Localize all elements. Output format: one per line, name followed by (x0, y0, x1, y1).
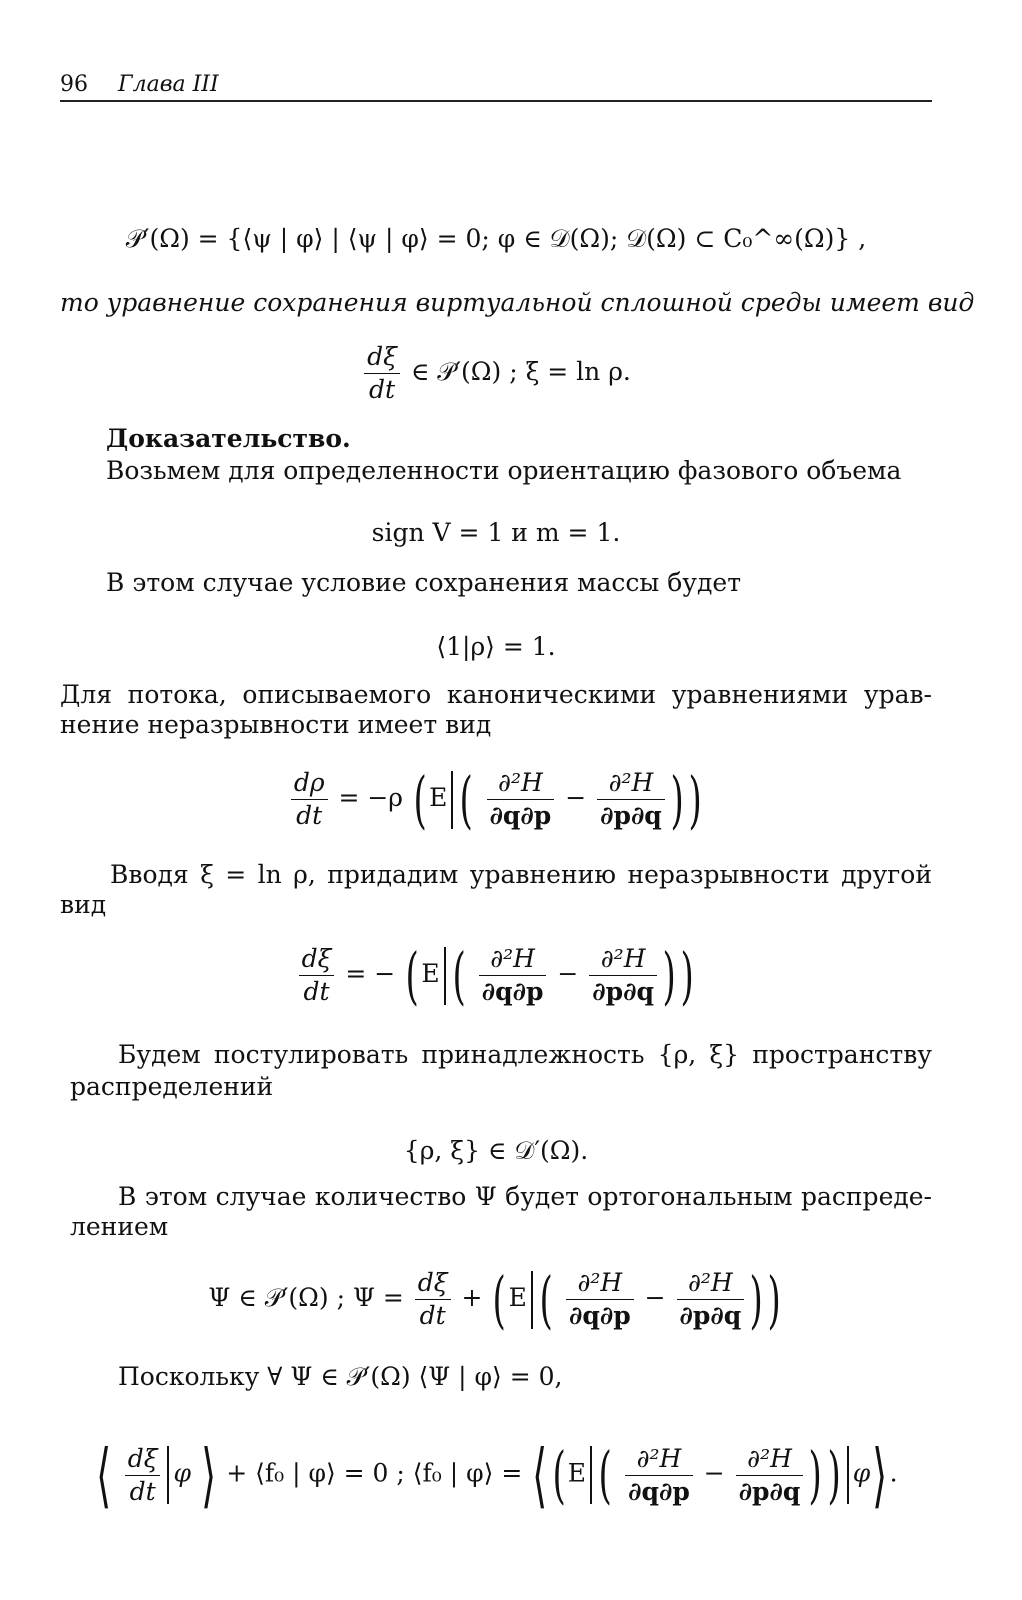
minus-sign: − (557, 959, 579, 988)
right-paren: ) (680, 938, 694, 1012)
symbol-e: E (429, 783, 448, 812)
left-paren-inner: ( (598, 1438, 612, 1511)
fraction-drho-dt (291, 768, 328, 831)
denominator: ∂q∂p (481, 977, 544, 1006)
left-paren: ( (492, 1262, 507, 1336)
chapter-title: Глава III (118, 72, 219, 97)
numerator: ∂²H (677, 1268, 745, 1300)
denominator: dt (419, 1301, 446, 1330)
left-paren: ( (405, 938, 419, 1012)
left-paren-inner: ( (539, 1262, 553, 1336)
right-angle-outer: ⟩ (872, 1434, 888, 1516)
paragraph-psi-line-2: лением (70, 1212, 169, 1241)
denominator: ∂q∂p (628, 1476, 690, 1506)
numerator: dξ (299, 944, 335, 976)
left-paren: ( (551, 1438, 566, 1511)
left-angle-outer: ⟨ (532, 1434, 548, 1516)
paragraph-orientation: Возьмем для определенности ориентацию фазового объема (106, 456, 902, 485)
fraction-dxi-dt (299, 944, 335, 1007)
fraction-d2h-dqdp (487, 768, 555, 831)
fraction-d2h-dpdq (677, 1268, 745, 1331)
right-paren: ) (688, 762, 702, 836)
right-paren-inner: ) (662, 938, 676, 1012)
bar (847, 1446, 849, 1504)
bar (444, 947, 446, 1005)
formula-rho-xi-distribution: {ρ, ξ} ∈ 𝒟′(Ω). (403, 1136, 589, 1165)
formula-mid: + ⟨f₀ | φ⟩ = 0 ; ⟨f₀ | φ⟩ = (226, 1458, 523, 1488)
denominator: ∂p∂q (738, 1476, 801, 1506)
paragraph-mass-condition: В этом случае условие сохранения массы будет (106, 568, 742, 597)
period: . (889, 1458, 898, 1488)
numerator: ∂²H (736, 1444, 804, 1476)
fraction-dxi-dt (125, 1444, 161, 1507)
minus-sign: − (644, 1283, 666, 1312)
denominator: ∂p∂q (592, 977, 654, 1006)
page-header (60, 66, 932, 100)
numerator: ∂²H (589, 944, 657, 976)
denominator: dt (129, 1476, 156, 1506)
denominator: ∂q∂p (489, 801, 552, 830)
denominator: ∂p∂q (679, 1301, 742, 1330)
page-number: 96 (60, 72, 88, 97)
fraction-d2h-dqdp (625, 1444, 693, 1507)
equals-minus-rho: = −ρ (338, 783, 404, 812)
numerator: ∂²H (566, 1268, 634, 1300)
proof-heading: Доказательство. (106, 424, 351, 453)
right-angle: ⟩ (201, 1434, 217, 1516)
numerator: dρ (291, 768, 328, 800)
denominator: dt (296, 801, 323, 830)
paragraph-xi-intro-line-1: Вводя ξ = ln ρ, придадим уравнению неразрывности другой (110, 860, 932, 889)
formula-final (60, 1434, 932, 1516)
symbol-e: E (567, 1458, 586, 1488)
bar (451, 771, 453, 829)
fraction-dxi-dt (364, 342, 400, 405)
denominator: dt (303, 977, 330, 1006)
numerator: dξ (415, 1268, 451, 1300)
fraction-d2h-dqdp (566, 1268, 634, 1331)
paragraph-postulate-line-2: распределений (70, 1072, 274, 1101)
left-paren: ( (413, 762, 427, 836)
right-paren-inner: ) (670, 762, 684, 836)
left-paren-inner: ( (459, 762, 474, 836)
formula-sign-v: sign V = 1 и m = 1. (371, 518, 621, 547)
right-paren-inner: ) (749, 1262, 763, 1336)
numerator: dξ (364, 342, 400, 374)
numerator: ∂²H (625, 1444, 693, 1476)
fraction-d2h-dpdq (589, 944, 657, 1007)
psi-lead: Ψ ∈ 𝒫′(Ω) ; Ψ = (208, 1283, 404, 1312)
numerator: dξ (125, 1444, 161, 1476)
right-paren: ) (767, 1262, 782, 1336)
symbol-e: E (421, 959, 440, 988)
paragraph-flow-line-1: Для потока, описываемого каноническими уравнениями урав- (60, 680, 932, 709)
header-rule (60, 100, 932, 102)
left-paren-inner: ( (452, 938, 466, 1012)
formula-conservation (60, 342, 932, 405)
fraction-dxi-dt (415, 1268, 451, 1331)
formula-mass-norm: ⟨1|ρ⟩ = 1. (436, 632, 556, 661)
formula-distribution-space: 𝒫′(Ω) = {⟨ψ | φ⟩ | ⟨ψ | φ⟩ = 0; φ ∈ 𝒟(Ω); 𝒟(Ω) ⊂ C₀^∞(Ω)} , (125, 224, 867, 253)
plus-sign: + (461, 1283, 483, 1312)
paragraph-since-psi: Поскольку ∀ Ψ ∈ 𝒫′(Ω) ⟨Ψ | φ⟩ = 0, (118, 1362, 563, 1391)
symbol-e: E (508, 1283, 527, 1312)
right-paren: ) (827, 1438, 841, 1511)
minus-sign: − (565, 783, 587, 812)
denominator: dt (368, 375, 396, 404)
bar (590, 1446, 592, 1504)
left-angle: ⟨ (96, 1434, 112, 1516)
paragraph-postulate-line-1: Будем постулировать принадлежность {ρ, ξ} пространству (118, 1040, 932, 1069)
bar (167, 1446, 169, 1504)
minus-sign: − (703, 1458, 725, 1488)
paragraph-flow-line-2: нение неразрывности имеет вид (60, 710, 492, 739)
formula-continuity-rho (60, 762, 932, 836)
numerator: ∂²H (597, 768, 665, 800)
numerator: ∂²H (479, 944, 547, 976)
fraction-d2h-dqdp (479, 944, 547, 1007)
equals-minus: = − (345, 959, 396, 988)
bar (531, 1271, 533, 1329)
formula-continuity-xi (60, 938, 932, 1012)
fraction-d2h-dpdq (736, 1444, 804, 1507)
phi: φ (852, 1458, 871, 1488)
fraction-d2h-dpdq (597, 768, 665, 831)
numerator: ∂²H (487, 768, 555, 800)
right-paren-inner: ) (808, 1438, 823, 1511)
denominator: ∂q∂p (569, 1301, 631, 1330)
denominator: ∂p∂q (600, 801, 662, 830)
paragraph-xi-intro-line-2: вид (60, 890, 107, 919)
phi: φ (173, 1458, 191, 1488)
formula-rest: ∈ 𝒫′(Ω) ; ξ = ln ρ. (410, 357, 631, 386)
paragraph-psi-line-1: В этом случае количество Ψ будет ортогональным распреде- (118, 1182, 932, 1211)
italic-statement: то уравнение сохранения виртуальной сплошной среды имеет вид (60, 288, 975, 317)
formula-psi (60, 1262, 932, 1336)
